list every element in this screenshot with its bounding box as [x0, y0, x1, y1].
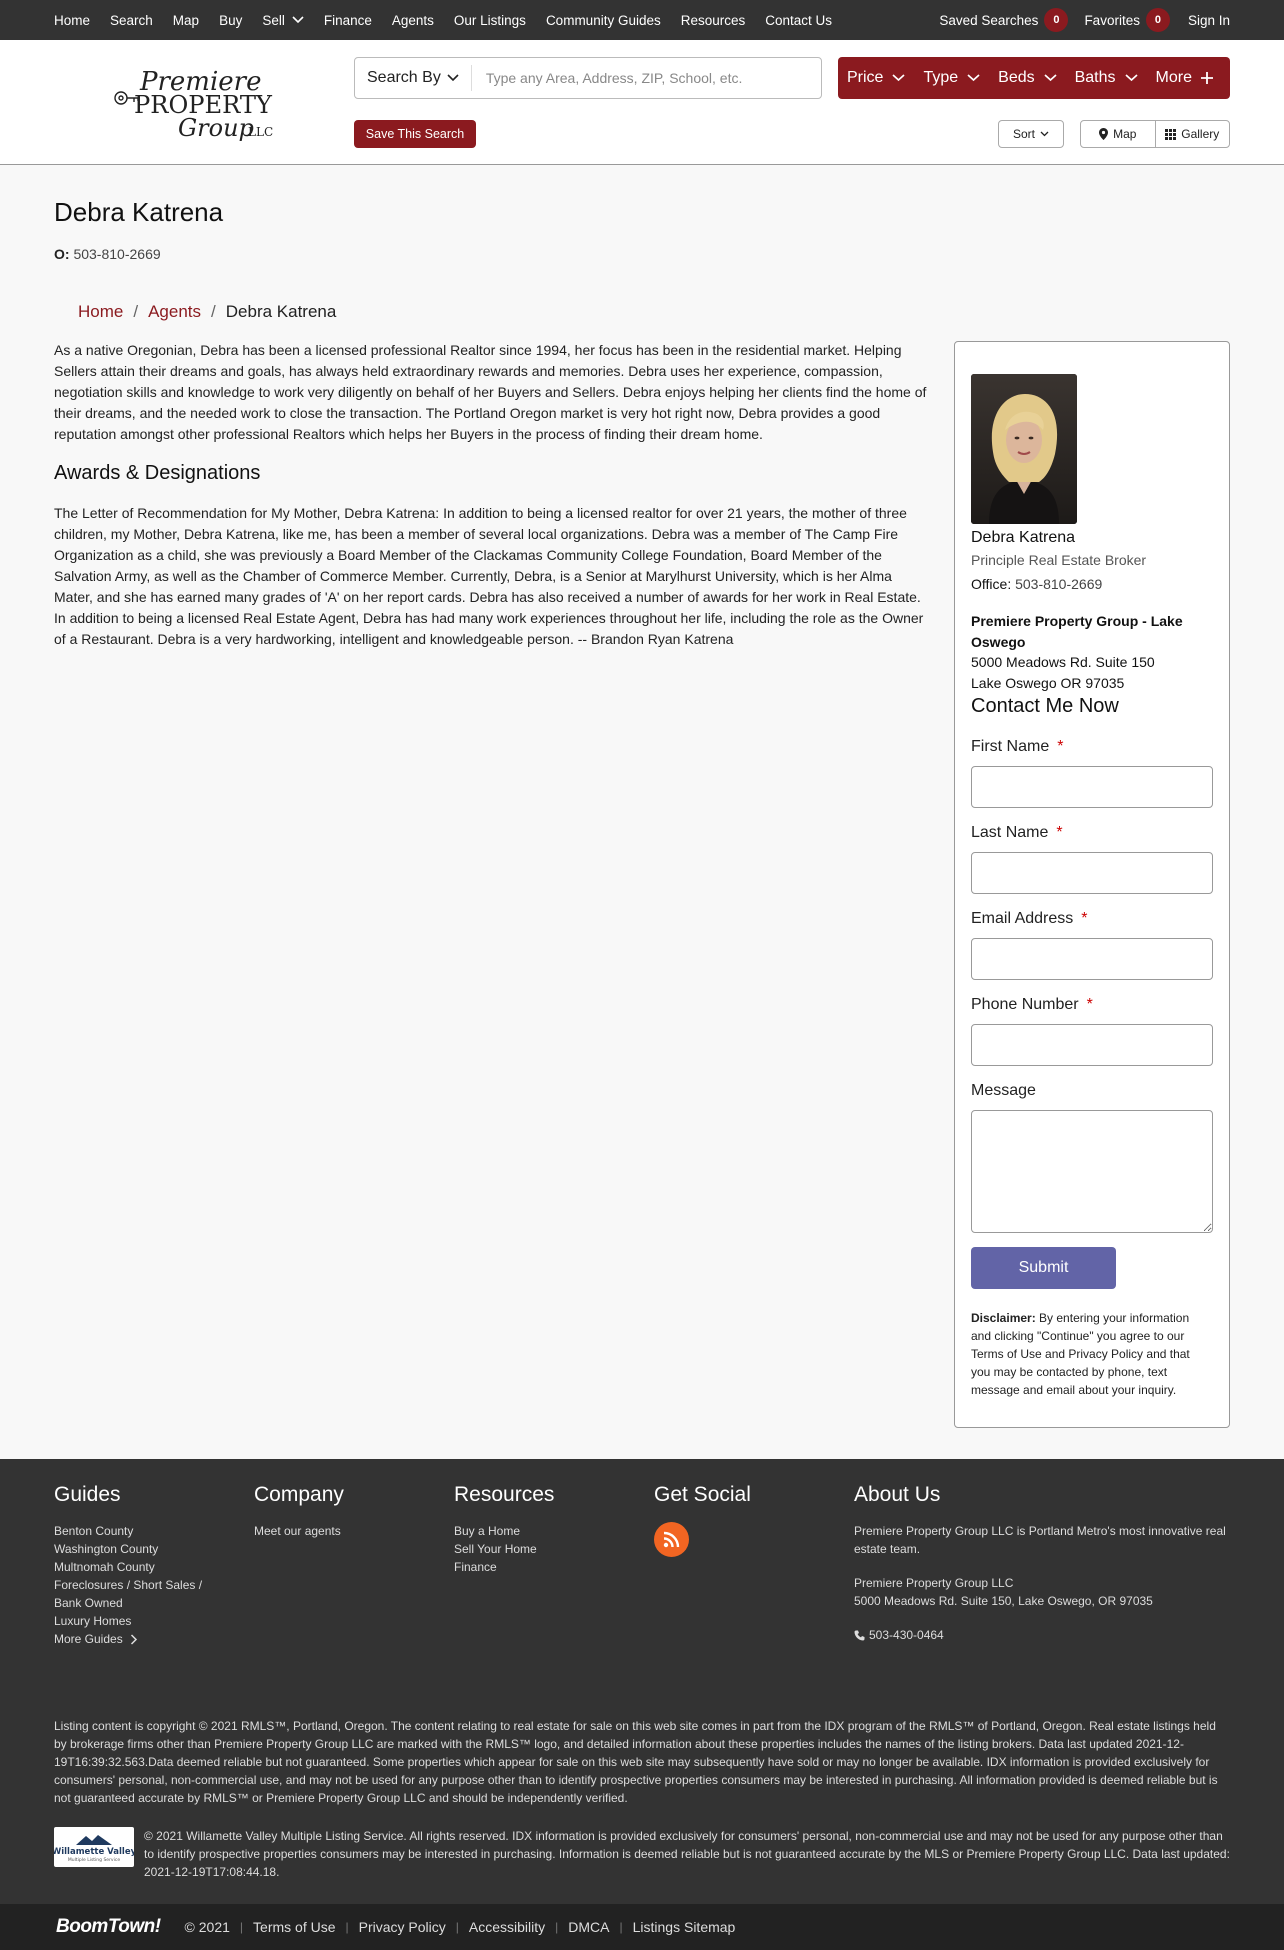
- first-name-label: [971, 738, 1063, 756]
- page-title: Debra Katrena: [54, 197, 224, 227]
- nav-map[interactable]: [173, 13, 199, 28]
- nav-contact-us-label: Contact Us: [765, 12, 833, 28]
- save-search-button[interactable]: [354, 120, 476, 148]
- agent-card-title: Principle Real Estate Broker: [971, 552, 1147, 568]
- footer-about-title: About Us: [854, 1483, 941, 1506]
- breadcrumb-current: Debra Katrena: [225, 302, 337, 321]
- filter-bar: [838, 57, 1230, 99]
- footer-phone-number: 503-430-0464: [869, 1628, 944, 1642]
- agent-bio: As a native Oregonian, Debra has been a licensed professional Realtor since 1994, her focus has been in the residential market. Helping Sellers attain their dreams and goals, has always held extraordinary rewards and memories. Debra uses her experience, compassion, negotiation skills and knowledge to work very diligently on behalf of her Buyers and Sellers. Debra enjoys helping her clients find the home of their dreams, and the needed work to close the transaction. The Portland Oregon market is very hot right now, Debra provides a good reputation amongst other professional Realtors which helps her Buyers in the process of finding their dream home.: [54, 342, 927, 442]
- terms-of-use-link[interactable]: Terms of Use: [253, 1919, 336, 1935]
- required-asterisk: *: [1056, 824, 1063, 841]
- more-guides-link[interactable]: [54, 1630, 202, 1648]
- footer-guide-link[interactable]: Multnomah County: [54, 1560, 155, 1574]
- phone-field[interactable]: [971, 1024, 1213, 1066]
- logo-text-group: Group: [178, 114, 254, 142]
- nav-search-label: Search: [110, 12, 153, 28]
- footer-guide-link[interactable]: Luxury Homes: [54, 1614, 132, 1628]
- sign-in-label: Sign In: [1187, 12, 1230, 28]
- chevron-down-icon: [892, 74, 905, 82]
- dmca-link[interactable]: DMCA: [568, 1919, 610, 1935]
- agent-card-company: Premiere Property Group - Lake Oswego: [971, 613, 1183, 650]
- gallery-view-button[interactable]: [1155, 121, 1230, 147]
- required-asterisk: *: [1081, 910, 1088, 927]
- nav-community-guides-label: Community Guides: [545, 12, 661, 28]
- agent-card-address-line1: 5000 Meadows Rd. Suite 150: [971, 654, 1155, 670]
- message-label: Message: [971, 1082, 1036, 1099]
- filter-price-label: Price: [847, 69, 884, 86]
- bottom-separator: |: [619, 1920, 623, 1934]
- agent-office-phone: [54, 246, 161, 262]
- nav-our-listings[interactable]: [454, 13, 526, 28]
- view-toggle: [1080, 120, 1230, 148]
- logo-text-llc: LLC: [248, 125, 274, 139]
- search-input[interactable]: [472, 70, 821, 86]
- agent-card-name: Debra Katrena: [971, 529, 1076, 546]
- phone-label-text: Phone Number: [971, 996, 1079, 1013]
- nav-map-label: Map: [172, 12, 200, 28]
- agent-contact-card: [954, 341, 1230, 1428]
- last-name-label-text: Last Name: [971, 824, 1049, 841]
- bottom-separator: |: [555, 1920, 559, 1934]
- filter-baths[interactable]: [1075, 69, 1138, 87]
- nav-home[interactable]: [54, 13, 90, 28]
- footer-about: [854, 1483, 1234, 1660]
- last-name-label: [971, 824, 1063, 842]
- footer-guide-link[interactable]: Bank Owned: [54, 1596, 123, 1610]
- footer-resource-link[interactable]: Sell Your Home: [454, 1542, 537, 1556]
- search-by-dropdown[interactable]: [355, 65, 472, 91]
- nav-community-guides[interactable]: [546, 13, 661, 28]
- awards-heading: Awards & Designations: [54, 462, 261, 484]
- chevron-down-icon: [447, 74, 459, 82]
- bottom-separator: |: [239, 1920, 244, 1934]
- site-header: [0, 40, 1284, 165]
- agent-card-address-line2: Lake Oswego OR 97035: [971, 675, 1125, 691]
- phone-label: [971, 996, 1093, 1014]
- grid-icon: [1165, 129, 1176, 140]
- logo-text-property: PROPERTY: [134, 91, 274, 119]
- footer-guide-link[interactable]: Washington County: [54, 1542, 159, 1556]
- footer-address: [854, 1574, 1234, 1610]
- rss-button[interactable]: [654, 1522, 689, 1557]
- footer-guides: [54, 1483, 202, 1648]
- saved-searches-count-badge: 0: [1044, 8, 1068, 32]
- saved-searches-label: Saved Searches: [939, 12, 1039, 28]
- top-nav-account: [923, 0, 1230, 40]
- nav-search[interactable]: [110, 13, 153, 28]
- site-logo[interactable]: [110, 60, 275, 145]
- first-name-field[interactable]: [971, 766, 1213, 808]
- chevron-down-icon: [1044, 74, 1057, 82]
- footer-resource-link[interactable]: Finance: [454, 1560, 497, 1574]
- logo-graphic: [110, 60, 275, 145]
- rmls-legal-text: Listing content is copyright © 2021 RMLS™, Portland, Oregon. The content relating to real estate for sale on this web site comes in part from the IDX program of the RMLS™ of Portland, Oregon. Real estate listings held by brokerage firms other than Premiere Property Group LLC are marked with the RMLS™ logo, and detailed information about these properties includes the names of the listing brokers. Data last updated 2021-12-19T16:39:32.563.Data deemed reliable but not guaranteed. Some properties which appear for sale on this web site may subsequently have sold or may no longer be available. IDX information is provided exclusively for consumers' personal, non-commercial use, and may not be used for any purpose other than to identify prospective properties consumers may be interested in purchasing. All information provided is deemed reliable but is not guaranteed accurate by RMLS™ or Premiere Property Group LLC and should be independently verified.: [54, 1719, 1218, 1805]
- map-marker-icon: [1099, 128, 1108, 140]
- agent-card-office-phone[interactable]: 503-810-2669: [1015, 576, 1103, 592]
- agent-card-office: [971, 576, 1102, 592]
- email-label-text: Email Address: [971, 910, 1074, 927]
- bottom-separator: |: [455, 1920, 459, 1934]
- sort-button[interactable]: [998, 120, 1064, 148]
- nav-agents[interactable]: [392, 13, 434, 28]
- footer-resource-link[interactable]: Buy a Home: [454, 1524, 521, 1538]
- nav-home-label: Home: [54, 12, 91, 28]
- listings-sitemap-link[interactable]: Listings Sitemap: [632, 1919, 736, 1935]
- agent-card-office-label: Office:: [971, 576, 1012, 592]
- footer-company-title: Company: [254, 1483, 344, 1506]
- nav-contact-us[interactable]: [765, 13, 832, 28]
- footer-phone[interactable]: [854, 1626, 1234, 1644]
- agent-photo: [971, 374, 1077, 524]
- rss-icon: [663, 1531, 680, 1548]
- submit-button[interactable]: Submit: [971, 1247, 1116, 1289]
- required-asterisk: *: [1086, 996, 1093, 1013]
- breadcrumb: [78, 302, 336, 322]
- map-view-button[interactable]: [1081, 121, 1155, 147]
- nav-finance-label: Finance: [323, 12, 372, 28]
- disclaimer-label: Disclaimer:: [971, 1311, 1036, 1325]
- footer-company-link[interactable]: Meet our agents: [254, 1524, 341, 1538]
- office-phone-number[interactable]: 503-810-2669: [73, 246, 161, 262]
- site-footer: [0, 1459, 1284, 1904]
- chevron-down-icon: [1040, 131, 1049, 137]
- footer-guides-title: Guides: [54, 1483, 121, 1506]
- footer-address-text: 5000 Meadows Rd. Suite 150, Lake Oswego, OR 97035: [854, 1594, 1153, 1608]
- bottom-separator: |: [345, 1920, 349, 1934]
- message-field[interactable]: [971, 1110, 1213, 1233]
- nav-sell[interactable]: [262, 13, 304, 28]
- accessibility-link[interactable]: Accessibility: [468, 1919, 546, 1935]
- bottom-bar: [0, 1904, 1284, 1950]
- filter-type[interactable]: [923, 69, 980, 87]
- disclaimer-text: By entering your information and clicking "Continue" you agree to our Terms of Use and Privacy Policy and that you may be contacted by phone, text message and email about your inquiry.: [971, 1311, 1190, 1397]
- breadcrumb-agents[interactable]: Agents: [148, 302, 202, 321]
- willamette-valley-mls-logo: [54, 1827, 134, 1867]
- favorites-count-badge: 0: [1146, 8, 1170, 32]
- nav-finance[interactable]: [324, 13, 372, 28]
- nav-buy[interactable]: [219, 13, 242, 28]
- search-bar: [354, 57, 822, 99]
- chevron-right-icon: [130, 1634, 138, 1645]
- phone-icon: [854, 1630, 865, 1641]
- awards-text: The Letter of Recommendation for My Mother, Debra Katrena: In addition to being a licensed realtor for over 21 years, the mother of three children, my Mother, Debra Katrena, like me, has been a member of several local organizations. Debra was a member of The Camp Fire Organization as a child, she was previously a Board Member of the Clackamas Community College Foundation, Board Member of the Salvation Army, as well as the Chamber of Commerce Member. Currently, Debra, is a Senior at Marylhurst University, which is her Alma Mater, and she has earned many grades of 'A' on her report cards. Debra has also received a number of awards for her work in Real Estate. In addition to being a licensed Real Estate Agent, Debra has had many work experiences throughout her life, including the role as the Owner of a Restaurant. Debra is a very hardworking, intelligent and knowledgeable person. -- Brandon Ryan Katrena: [54, 505, 924, 647]
- favorites-label: Favorites: [1084, 12, 1140, 28]
- required-asterisk: *: [1057, 738, 1064, 755]
- breadcrumb-separator: /: [211, 302, 216, 321]
- bottom-copyright: © 2021: [184, 1919, 230, 1935]
- filter-type-label: Type: [923, 69, 959, 86]
- nav-resources[interactable]: [681, 13, 746, 28]
- contact-form-title: Contact Me Now: [971, 695, 1119, 717]
- sort-label: Sort: [1012, 127, 1035, 141]
- saved-searches-link[interactable]: [939, 8, 1068, 32]
- filter-more[interactable]: [1156, 69, 1214, 87]
- footer-about-text: Premiere Property Group LLC is Portland Metro's most innovative real estate team.: [854, 1524, 1226, 1556]
- save-search-label: Save This Search: [365, 127, 465, 141]
- more-guides-label: More Guides: [54, 1632, 123, 1646]
- privacy-policy-link[interactable]: Privacy Policy: [358, 1919, 446, 1935]
- nav-our-listings-label: Our Listings: [453, 12, 526, 28]
- filter-price[interactable]: [847, 69, 905, 87]
- chevron-down-icon: [292, 16, 304, 24]
- sign-in-link[interactable]: [1188, 13, 1230, 28]
- nav-agents-label: Agents: [391, 12, 434, 28]
- footer-social: [654, 1483, 751, 1557]
- footer-resources: [454, 1483, 554, 1576]
- search-by-label: Search By: [367, 69, 441, 86]
- first-name-label-text: First Name: [971, 738, 1050, 755]
- footer-social-title: Get Social: [654, 1483, 751, 1506]
- favorites-link[interactable]: [1084, 8, 1170, 32]
- chevron-down-icon: [1125, 74, 1138, 82]
- logo-text-premiere: Premiere: [140, 67, 262, 97]
- wv-logo-line1: Willamette Valley: [54, 1847, 134, 1857]
- top-nav-links: [54, 0, 852, 40]
- footer-company-name: Premiere Property Group LLC: [854, 1576, 1014, 1590]
- footer-guide-link[interactable]: Benton County: [54, 1524, 134, 1538]
- email-field[interactable]: [971, 938, 1213, 980]
- nav-sell-label: Sell: [262, 12, 285, 28]
- filter-baths-label: Baths: [1074, 69, 1116, 86]
- boomtown-logo[interactable]: BoomTown!: [56, 1916, 161, 1937]
- office-phone-prefix: O:: [54, 246, 70, 262]
- nav-resources-label: Resources: [680, 12, 746, 28]
- top-navigation: [0, 0, 1284, 40]
- last-name-field[interactable]: [971, 852, 1213, 894]
- disclaimer: [971, 1309, 1211, 1399]
- nav-buy-label: Buy: [219, 12, 243, 28]
- plus-icon: [1200, 71, 1214, 85]
- gallery-view-label: Gallery: [1181, 127, 1220, 141]
- wv-logo-line2: Multiple Listing Service: [67, 1858, 121, 1863]
- filter-more-label: More: [1155, 69, 1192, 86]
- footer-company: [254, 1483, 344, 1540]
- footer-guide-link[interactable]: Foreclosures / Short Sales /: [54, 1578, 203, 1592]
- filter-beds-label: Beds: [998, 69, 1035, 86]
- filter-beds[interactable]: [998, 69, 1056, 87]
- breadcrumb-home[interactable]: Home: [78, 302, 124, 321]
- email-label: [971, 910, 1088, 928]
- breadcrumb-separator: /: [133, 302, 139, 321]
- map-view-label: Map: [1113, 127, 1137, 141]
- wvmls-legal-text: © 2021 Willamette Valley Multiple Listing Service. All rights reserved. IDX information is provided exclusively for consumers' personal, non-commercial use and may not be used for any purpose other than to identify prospective properties consumers may be interested in purchasing. Information is deemed reliable but is not guaranteed accurate by the MLS or Premiere Property Group LLC. Data last updated: 2021-12-19T17:08:44.18.: [144, 1829, 1230, 1879]
- footer-resources-title: Resources: [454, 1483, 555, 1506]
- chevron-down-icon: [967, 74, 980, 82]
